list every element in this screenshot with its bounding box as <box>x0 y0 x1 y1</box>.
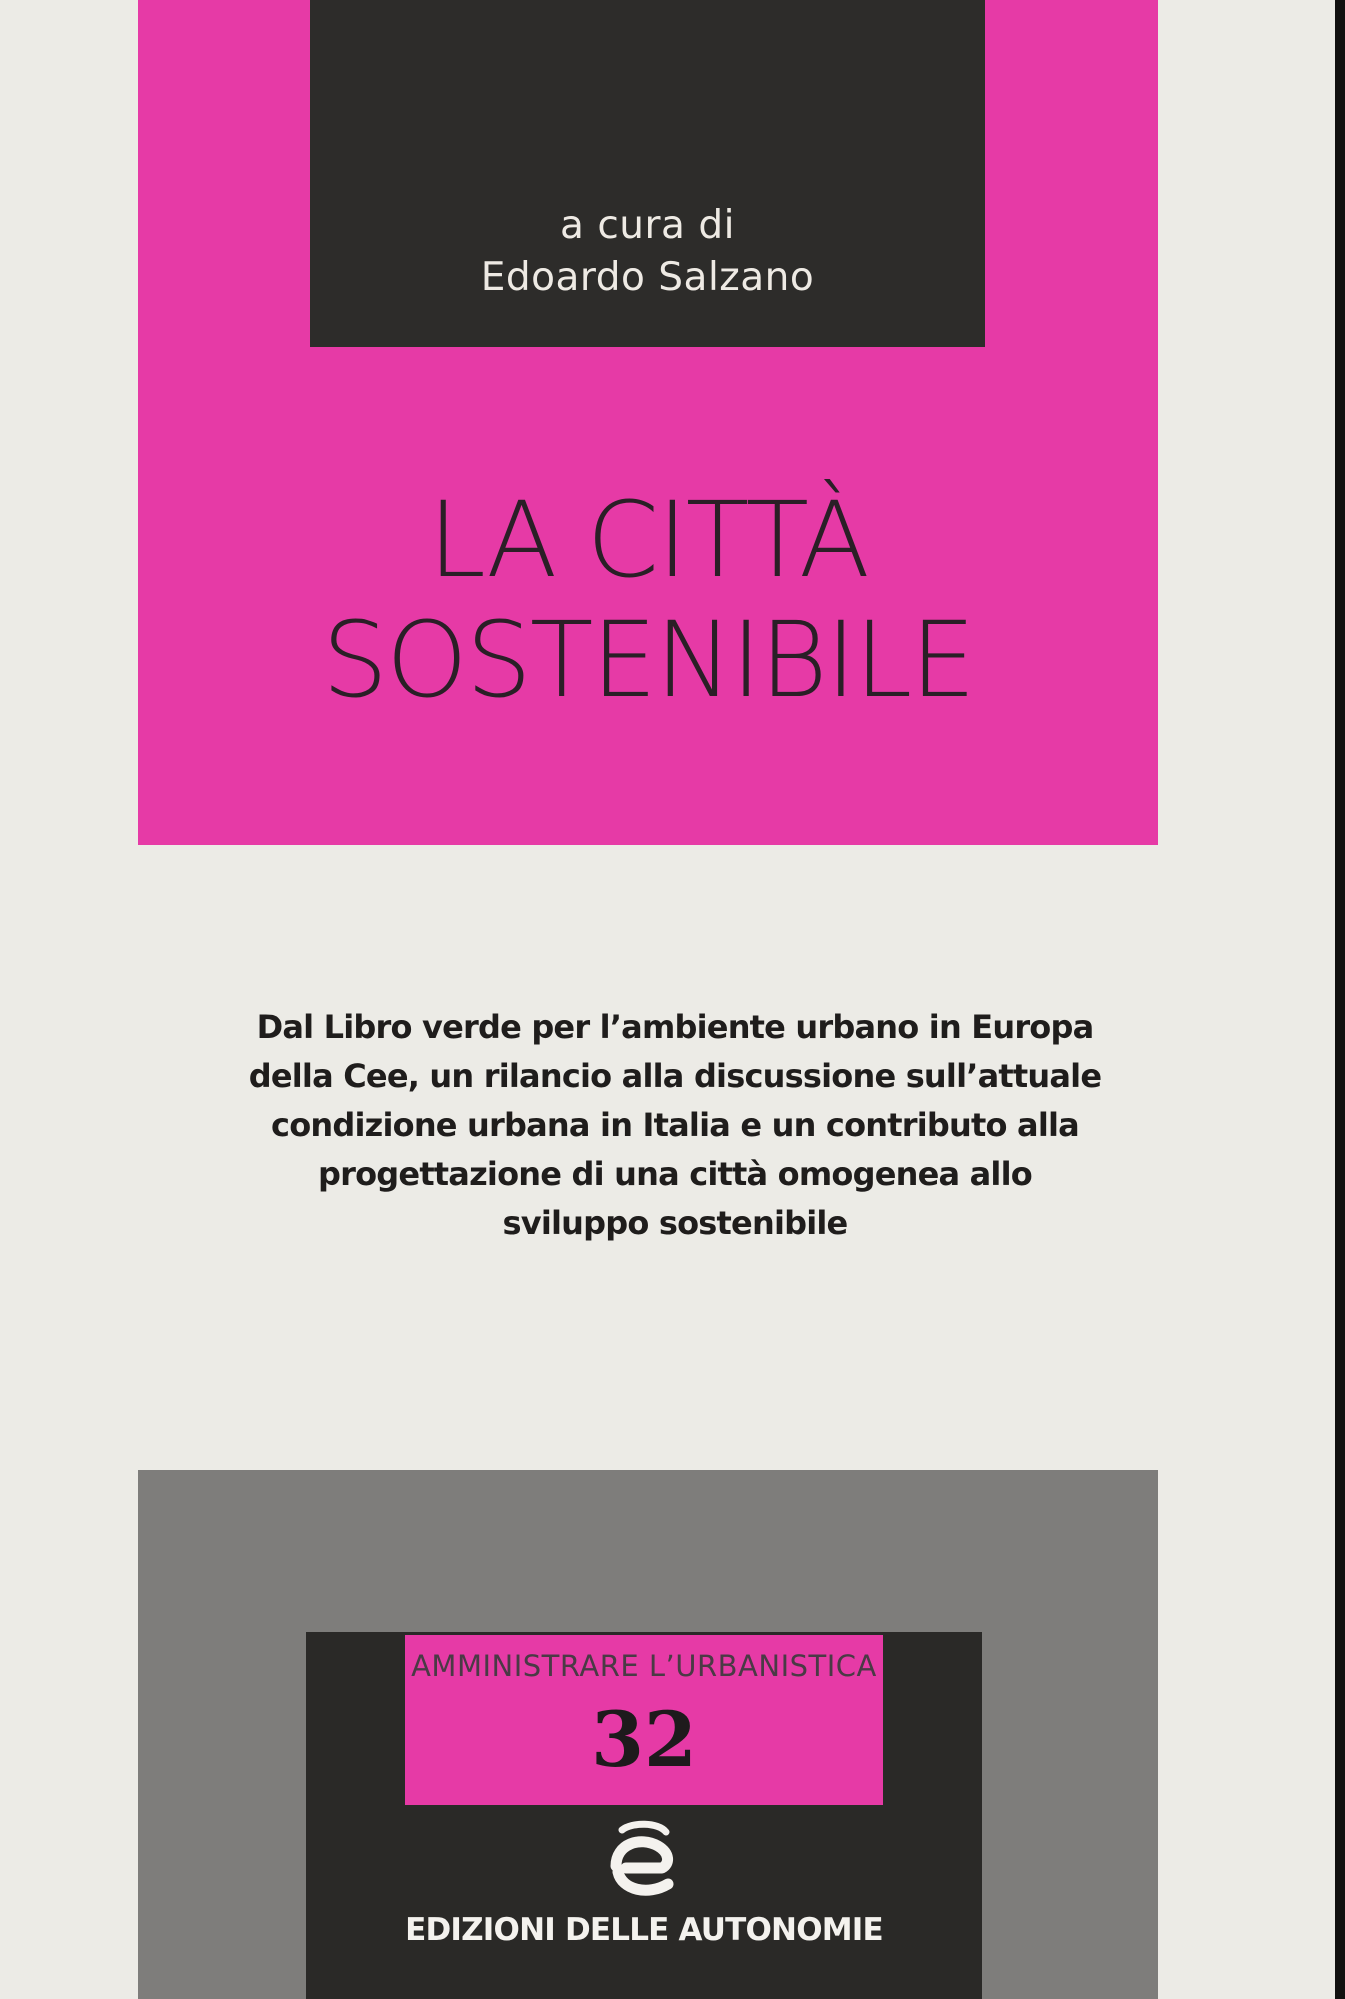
publisher-name: EDIZIONI DELLE AUTONOMIE <box>405 1912 883 1948</box>
book-title <box>138 480 1158 720</box>
blurb-line: della Cee, un rilancio alla discussione sull’attuale <box>248 1057 1102 1095</box>
editor-name: Edoardo Salzano <box>480 255 815 300</box>
cover-blurb <box>180 1003 1170 1248</box>
editor-prefix: a cura di <box>560 203 735 248</box>
title-line-2: SOSTENIBILE <box>321 599 975 721</box>
blurb-line: condizione urbana in Italia e un contributo alla <box>271 1106 1079 1144</box>
series-label-box <box>405 1635 883 1805</box>
publisher-logo-icon <box>604 1820 684 1900</box>
blurb-line: sviluppo sostenibile <box>502 1204 848 1242</box>
blurb-line: Dal Libro verde per l’ambiente urbano in Europa <box>256 1008 1094 1046</box>
series-number: 32 <box>591 1695 697 1784</box>
blurb-line: progettazione di una città omogenea allo <box>318 1155 1032 1193</box>
editor-credit <box>310 200 985 304</box>
series-name: AMMINISTRARE L’URBANISTICA <box>411 1649 877 1683</box>
title-line-1: LA CITTÀ <box>427 479 869 601</box>
page-edge-shadow <box>1335 0 1345 1999</box>
